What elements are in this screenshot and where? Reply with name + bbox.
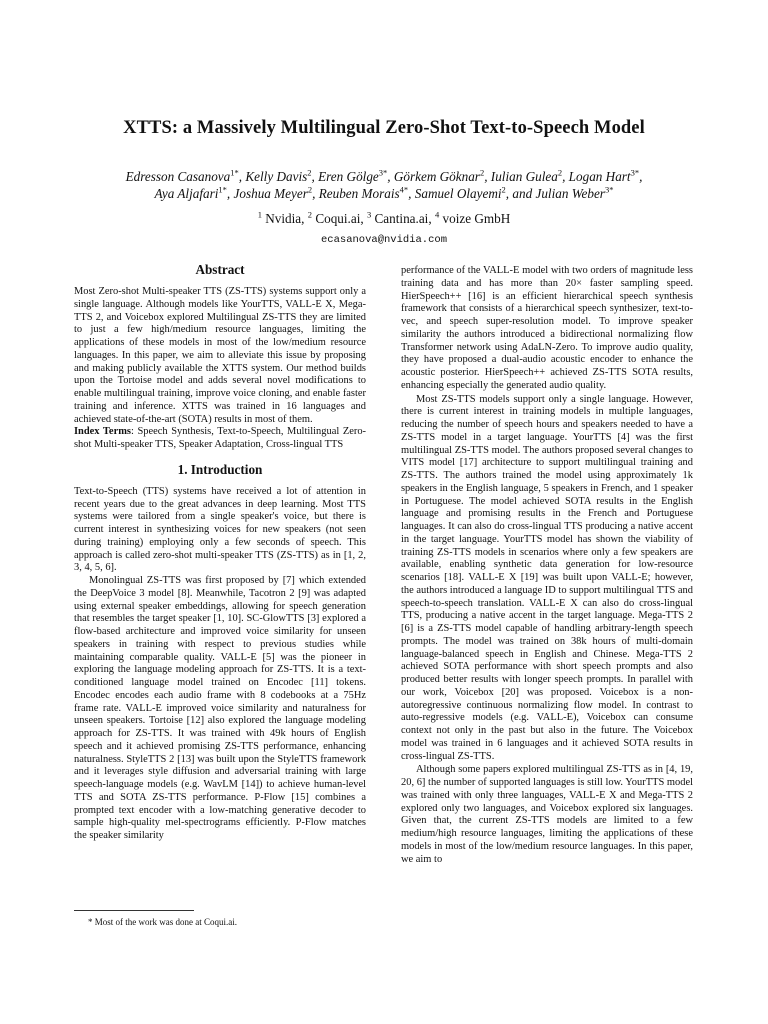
left-column [74, 262, 366, 843]
abstract-text: Most Zero-shot Multi-speaker TTS (ZS-TTS) systems support only a single language. Although models like YourTTS, VALL-E X, Mega-TTS 2, and Voicebox explored Multilingual ZS-TTS they are limited to just a few high/medium resource languages, limiting the applications of these models in most of the low/medium resource languages. In this paper, we aim to alleviate this issue by proposing and making publicly available the XTTS system. Our method builds upon the Tortoise model and adds several novel modifications to enable multilingual training, improve voice cloning, and enable faster training and inference. XTTS was trained in 16 languages and achieved state-of-the-art (SOTA) results in most of them. [74, 286, 366, 425]
affiliation-name: Nvidia, [261, 211, 308, 226]
affiliation-mark: 2 [307, 209, 313, 220]
author-separator: , [238, 169, 246, 184]
author-name: Kelly Davis [245, 169, 308, 184]
author-name: Edresson Casanova [125, 169, 231, 184]
author-affiliation-mark: 1* [218, 184, 227, 195]
author-separator: , [484, 169, 491, 184]
author-affiliation-mark: 2 [501, 184, 506, 195]
author-list [40, 168, 728, 202]
author-name: Julian Weber [535, 186, 605, 201]
author-affiliation-mark: 1* [230, 167, 239, 178]
index-terms-text: : Speech Synthesis, Text-to-Speech, Multilingual Zero-shot Multi-speaker TTS, Speaker Adaptation, Cross-lingual TTS [74, 426, 367, 450]
intro-paragraph-4: Most ZS-TTS models support only a single language. However, there is current interest in training models in multiple languages, reducing the number of speech hours and speakers needed to have a ZS-TTS model in a target language. YourTTS [4] was the first multilingual ZS-TTS model. The authors proposed several changes to VITS model [17] architecture to support multilingual training and ZS-TTS. The authors trained the model using approximately 1k speakers in the English language, 5 speakers in French, and 1 speaker in Portuguese. The model achieved SOTA results in the English language and promising results in the French and Portuguese languages. It can also do cross-lingual TTS producing a native accent in the target language. YourTTS model has shown the viability of training ZS-TTS models in scenarios where only a few speakers are available, enabling synthetic data generation for low-resource scenarios [18]. VALL-E X [19] was built upon VALL-E; however, the authors introduced a language ID to support multilingual TTS and speech-to-speech translation. VALL-E X can also do cross-lingual TTS, producing a native accent in the target language. Mega-TTS 2 [6] is a ZS-TTS model capable of handling arbitrary-length speech prompts. The model was trained on 38k hours of multi-domain language-balanced speech in English and Chinese. Mega-TTS 2 achieved SOTA performance with short speech prompts and also produced better results with longer speech prompts. In parallel with our work, Voicebox [20] was proposed. Voicebox is a non-autoregressive continuous normalizing flow model. In contrast to auto-regressive models (e.g. VALL-E), Voicebox can consume context not only in the past but also in the future. The Voicebox model was trained in 6 languages and it achieved SOTA results in cross-lingual ZS-TTS. [401, 393, 693, 762]
footnote: * Most of the work was done at Coqui.ai. [88, 917, 237, 927]
author-separator: , [387, 169, 394, 184]
author-name: Reuben Morais [318, 186, 400, 201]
author-separator: , [408, 186, 415, 201]
affiliation-name: Coqui.ai, [312, 211, 367, 226]
index-terms-label: Index Terms [74, 426, 131, 438]
author-name: Joshua Meyer [233, 186, 308, 201]
intro-paragraph-3: performance of the VALL-E model with two orders of magnitude less training data and has more than 20× faster sampling speed. HierSpeech++ [16] is an efficient hierarchical speech synthesis framework that consists of a hierarchical speech synthesizer, text-to-vec, and speech super-resolution model. To improve speaker similarity the authors introduced a bidirectional normalizing flow Transformer network using AdaLN-Zero. To improve audio quality, they have proposed a dual-audio acoustic encoder to enhance the acoustic posterior. HierSpeech++ achieved ZS-TTS SOTA results, enhancing especially the generated audio quality. [401, 265, 693, 391]
author-name: Iulian Gulea [490, 169, 558, 184]
author-separator: , and [505, 186, 536, 201]
right-column [401, 265, 693, 866]
affiliation-name: Cantina.ai, [371, 211, 435, 226]
introduction-heading: 1. Introduction [177, 461, 263, 477]
abstract-heading: Abstract [195, 262, 245, 277]
intro-paragraph-1: Text-to-Speech (TTS) systems have received a lot of attention in recent years due to the great advances in deep learning. Most TTS systems were tailored from a single speaker's voice, but there is current interest in synthesizing voices for new speakers (not seen during training) employing only a few seconds of speech. This approach is called zero-shot multi-speaker TTS (ZS-TTS) as in [1, 2, 3, 4, 5, 6]. [74, 485, 366, 574]
author-name: Eren Gölge [318, 169, 379, 184]
index-terms [74, 426, 366, 452]
author-affiliation-mark: 2 [479, 167, 485, 178]
affiliations [0, 211, 768, 227]
author-name: Samuel Olayemi [414, 186, 502, 201]
author-affiliation-mark: 2 [557, 167, 563, 178]
author-affiliation-mark: 3* [378, 167, 388, 178]
author-affiliation-mark: 3* [604, 184, 614, 195]
intro-paragraph-2: Monolingual ZS-TTS was first proposed by [7] which extended the DeepVoice 3 model [8]. Meanwhile, Tacotron 2 [9] was adapted using external speaker embeddings, allowing for speech generation that resembles the target speaker [1, 10]. SC-GlowTTS [3] explored a flow-based architecture and improved voice similarity for unseen speakers in training with respect to previous studies while maintaining comparable quality. VALL-E [5] was the pioneer in exploring the language modeling approach for ZS-TTS. It is a text-conditioned language model trained on Encodec [11] tokens. Encodec encodes each audio frame with 8 codebooks at a 75Hz frame rate. VALL-E improved voice similarity and naturalness for unseen speakers. Tortoise [12] also explored the language modeling approach for ZS-TTS. It was trained with 49k hours of English speech and it achieved promising ZS-TTS performance, enhancing naturalness. StyleTTS 2 [13] was built upon the StyleTTS framework and it leverages style diffusion and adversarial training with large speech-language models (e.g. WavLM [14]) to achieve human-level TTS and SOTA ZS-TTS performance. P-Flow [15] combines a prompted text encoder with a low-matching generative decoder to sample high-quality mel-spectrograms efficiently. P-Flow matches the speaker similarity [74, 575, 366, 841]
author-separator: , [639, 169, 643, 184]
author-affiliation-mark: 4* [399, 184, 409, 195]
author-affiliation-mark: 3* [630, 167, 640, 178]
footnote-rule [74, 910, 194, 911]
intro-paragraph-5: Although some papers explored multilingual ZS-TTS as in [4, 19, 20, 6] the number of supported languages is still low. YourTTS model was trained with only three languages, VALL-E X and Mega-TTS 2 explored only two languages, and Voicebox explored six languages. Given that, the current ZS-TTS models are limited to a few medium/high resource languages, limiting the applications of these models in most of the low/medium resource languages. In this paper, we aim to [401, 764, 693, 865]
affiliation-mark: 1 [257, 209, 262, 220]
author-separator: , [311, 169, 319, 184]
affiliation-name: voize GmbH [439, 211, 511, 226]
affiliation-mark: 4 [434, 209, 440, 220]
paper-title: XTTS: a Massively Multilingual Zero-Shot Text-to-Speech Model [123, 118, 645, 138]
author-name: Görkem Göknar [393, 169, 480, 184]
author-name: Aya Aljafari [154, 186, 219, 201]
affiliation-mark: 3 [366, 209, 372, 220]
author-affiliation-mark: 2 [307, 167, 312, 178]
author-affiliation-mark: 2 [307, 184, 313, 195]
author-separator: , [226, 186, 234, 201]
author-separator: , [562, 169, 569, 184]
contact-email: ecasanova@nvidia.com [320, 234, 448, 246]
author-separator: , [312, 186, 319, 201]
author-name: Logan Hart [568, 169, 631, 184]
